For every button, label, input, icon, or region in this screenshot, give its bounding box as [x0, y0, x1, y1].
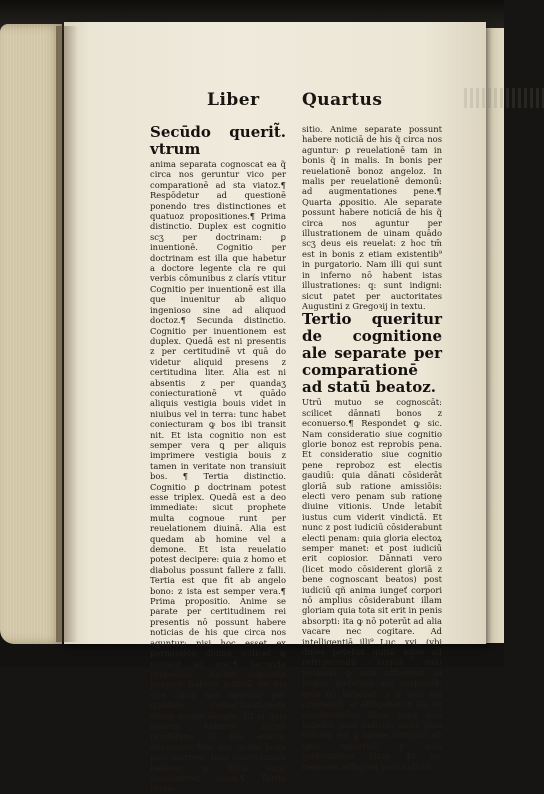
left-column — [150, 124, 286, 794]
running-head-right: Quartus — [302, 90, 383, 110]
book-page — [64, 22, 486, 794]
show-through — [464, 88, 544, 108]
left-column-text: anima separata cognoscat ea q̃ circa nos geruntur vico per comparationē ad sta viatoz.¶ Respōdetur ad questionē ponendo tres distinctiones et quatuoz propositiones.¶ Prima distinctio. Duplex est cognitio scʒ per doctrinam: ꝑ inuentionē. Cognitio per doctrinam est illa que habetur a doctore legente cla re qui verbis cōmunibus z clarís vtitur Cognitio per inuentionē est illa que inuenitur ab aliquo ingenioso sine ad aliquod doctoz.¶ Secunda distinctio. Cognitio per inuentionem est duplex. Quedā est ni presentis z per certitudinē vt quā do videtur aliquid presens z certitudina liter. Alia est ni absentis z per quandaʒ coniecturationē vt quādo aliquis vestigia bouis videt in niuibus vel in terra: tunc habet coniecturam ꝙ bos ibi transit nit. Et ista cognitio non est semper vera ꝗ per aliquis imprimere vestigia bouis z tamen in veritate non transiuit bos. ¶ Tertia distinctio. Cognitio ꝑ doctrinam potest esse triplex. Quedā est a deo immediate: sicut prophete multa cognoue runt per reuelationem diuinā. Alia est quedam ab homine vel a demone. Et ista reuelatio potest decipere: quia z homo et diabolus possunt fallere z falli. Tertia est que fit ab angelo bono: z ista est semper vera.¶ Prima propositio. Anime se parate per certitudinem rei presentis nō possunt habere noticias de his que circa nos aguntur: nisi hoc esset ex permissiōe diuina scilicet ꝙ veniant ad nos.¶ Secunda propositio. Anime separate possunt habere noticiā de his que circa nos aguntur per quādam coniecturationem etiam anime dānate. Ut si quis auarus haberet filium prodigum: si ille auarus dimisisset filio suo multa bona post mortem: tunc coniecturam haberet ꝙ filius suus consumeret bona.¶ Tertia propo — [150, 159, 286, 794]
right-column-text-bottom: Utrū mutuo se cognoscāt: scilicet dānnati bonos z econuerso.¶ Respondet ꝙ sic. Nam consideratio siue cognitio glorie bonoz est reprobis pena. Et consideratio siue cognitio pene reproboz est electis gaudiū: quia dānati cōsiderāt gloriā sub ratione amissiōis: electi vero penam sub ratione diuine vitionis. Unde letabit̃ iustus cum viderit vindictā. Et nunc z post iudiciū cōsiderabunt electi penam: quia gloria electoꝝ semper manet: et post iudiciū erit copiosior. Dānnati vero (licet modo cōsiderent gloriā z bene cognoscant beatos) post iudiciū qñ anima iungeť corpori nō amplius cōsiderabunt illam gloriam quia tota sit erit in penis absorpti: ita ꝙ nō poterūt ad alia vacare nec cogitare. Ad intelligentiā illi⁹ Luc. xvi. (vbi diues petebat guttā aque ad refrigerandū linguā suā) notandū ꝙ non affligebat in lingua materiali aut corporali: quia nō habebat: z ꝙ sola aia cruciabat̃: sz affligebat in aia ex cōsideratiōne illius pene quā habebit post iudiciū: sicut p̄mo vidcum est ꝙ anime affligunt̃ ab igne materiali p sola ꝯsideratiōne illius. Et sic demones affligunt̃ post iudiciū. — [302, 397, 442, 772]
left-column-heading: Secūdo querit̃. vtrum — [150, 123, 286, 158]
facing-page-edge — [484, 28, 504, 643]
right-column-heading: Tertio queritur de cognitione ale separate per comparationē ad statū beatoz. — [302, 310, 442, 397]
right-column-text-top: sitio. Anime separate possunt habere noticiā de his q̃ circa nos aguntur: ꝑ reuelationē tam in bonis q̃ in malis. In bonis per reuelationē bonoz angeloz. In malis per reuelationē demonū: ad augmentationes pene.¶ Quarta ꝓpositio. Ale separate possunt habere noticiā de his q̃ circa nos aguntur per illustrationem de uinam quādo scʒ deus eis reuelat: z hoc tm̄ est in bonis z etiam existentib⁹ in purgatorio. Nam illi qui sunt in inferno nō habent istas illustrationes: q: sunt indigni: sicut patet per auctoritates Augustini z Gregoꝛij in textu. — [302, 124, 442, 311]
page-block-edge — [0, 24, 62, 644]
running-head-left: Liber — [207, 90, 260, 110]
gutter-shadow — [56, 26, 78, 642]
right-column — [302, 124, 442, 772]
